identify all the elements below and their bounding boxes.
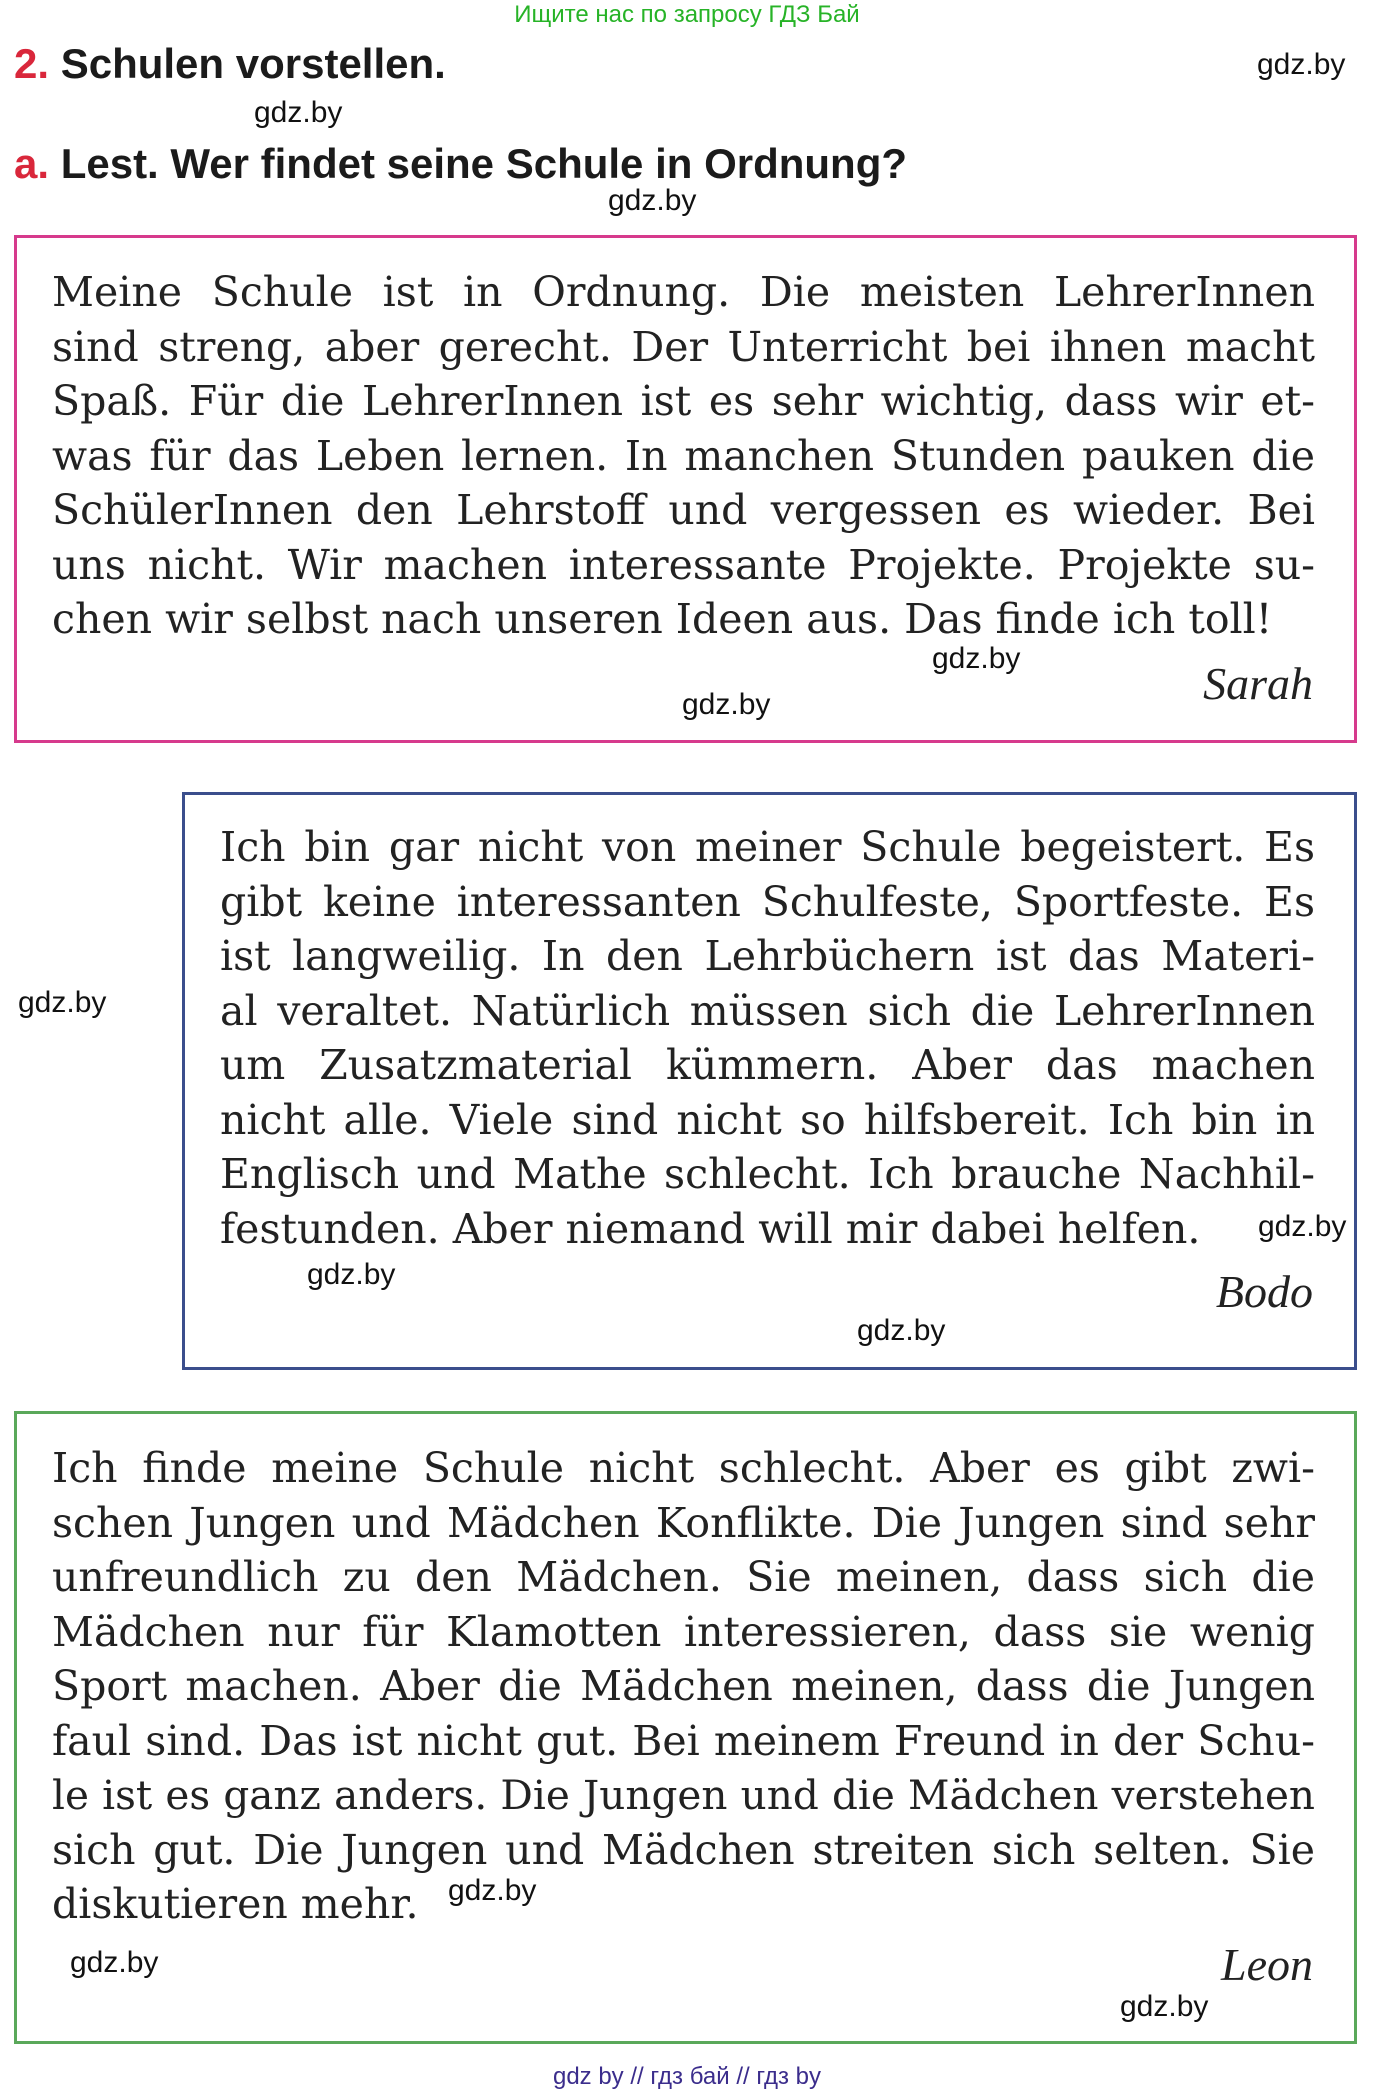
watermark: gdz.by — [1120, 1990, 1209, 2023]
author-bodo: Bodo — [1215, 1266, 1313, 1317]
text-line: gibt keine interessanten Schulfeste, Sportfeste. Es — [220, 877, 1315, 926]
text-leon — [52, 1441, 1315, 1932]
text-line: uns nicht. Wir machen interessante Projekte. Projekte su- — [52, 540, 1315, 589]
watermark: gdz.by — [932, 642, 1021, 675]
text-line: Meine Schule ist in Ordnung. Die meisten LehrerInnen — [52, 268, 1315, 316]
text-line: nicht alle. Viele sind nicht so hilfsbereit. Ich bin in — [220, 1095, 1315, 1144]
watermark: gdz.by — [857, 1314, 946, 1347]
watermark: gdz.by — [18, 986, 107, 1019]
text-sarah — [52, 265, 1315, 647]
text-line: was für das Leben lernen. In manchen Stunden pauken die — [52, 431, 1315, 480]
watermark: gdz.by — [682, 688, 771, 721]
author-sarah: Sarah — [1203, 658, 1313, 709]
text-line: diskutieren mehr. — [52, 1880, 419, 1928]
text-line: faul sind. Das ist nicht gut. Bei meinem Freund in der Schu- — [52, 1716, 1315, 1765]
author-leon: Leon — [1221, 1939, 1313, 1990]
text-line: SchülerInnen den Lehrstoff und vergessen es wieder. Bei — [52, 486, 1315, 534]
task-heading — [14, 140, 907, 188]
text-line: Ich finde meine Schule nicht schlecht. Aber es gibt zwi- — [52, 1444, 1315, 1492]
text-line: Spaß. Für die LehrerInnen ist es sehr wichtig, dass wir et- — [52, 377, 1315, 425]
task-letter: a. — [14, 140, 50, 187]
watermark: gdz.by — [608, 184, 697, 217]
watermark: gdz.by — [448, 1874, 537, 1907]
watermark: gdz.by — [70, 1946, 159, 1979]
text-line: sich gut. Die Jungen und Mädchen streiten sich selten. Sie — [52, 1825, 1315, 1874]
watermark: gdz.by — [1258, 1210, 1347, 1243]
text-bodo — [220, 820, 1315, 1256]
watermark: gdz.by — [254, 96, 343, 129]
text-line: Englisch und Mathe schlecht. Ich brauche Nachhil- — [220, 1150, 1315, 1198]
text-line: Sport machen. Aber die Mädchen meinen, dass die Jungen — [52, 1662, 1315, 1710]
text-line: unfreundlich zu den Mädchen. Sie meinen, dass sich die — [52, 1553, 1315, 1601]
exercise-heading — [14, 40, 446, 88]
footer-links[interactable]: gdz by // гдз бай // гдз by — [552, 2063, 822, 2090]
text-line: um Zusatzmaterial kümmern. Aber das machen — [220, 1041, 1315, 1089]
text-line: festunden. Aber niemand will mir dabei helfen. — [220, 1204, 1201, 1253]
text-line: sind streng, aber gerecht. Der Unterricht bei ihnen macht — [52, 322, 1315, 371]
watermark: gdz.by — [1257, 48, 1346, 81]
task-title: Lest. Wer findet seine Schule in Ordnung? — [60, 140, 908, 187]
top-banner[interactable]: Ищите нас по запросу ГДЗ Бай — [514, 1, 860, 28]
text-line: schen Jungen und Mädchen Konflikte. Die Jungen sind sehr — [52, 1498, 1315, 1547]
text-line: ist langweilig. In den Lehrbüchern ist das Materi- — [220, 932, 1315, 980]
exercise-title: Schulen vorstellen. — [60, 40, 446, 87]
watermark: gdz.by — [307, 1258, 396, 1291]
text-line: Ich bin gar nicht von meiner Schule begeistert. Es — [220, 823, 1315, 871]
text-line: chen wir selbst nach unseren Ideen aus. Das finde ich toll! — [52, 595, 1273, 643]
text-line: le ist es ganz anders. Die Jungen und die Mädchen verstehen — [52, 1771, 1315, 1819]
text-line: Mädchen nur für Klamotten interessieren, dass sie wenig — [52, 1607, 1315, 1656]
text-line: al veraltet. Natürlich müssen sich die LehrerInnen — [220, 986, 1315, 1035]
exercise-number: 2. — [14, 40, 50, 87]
